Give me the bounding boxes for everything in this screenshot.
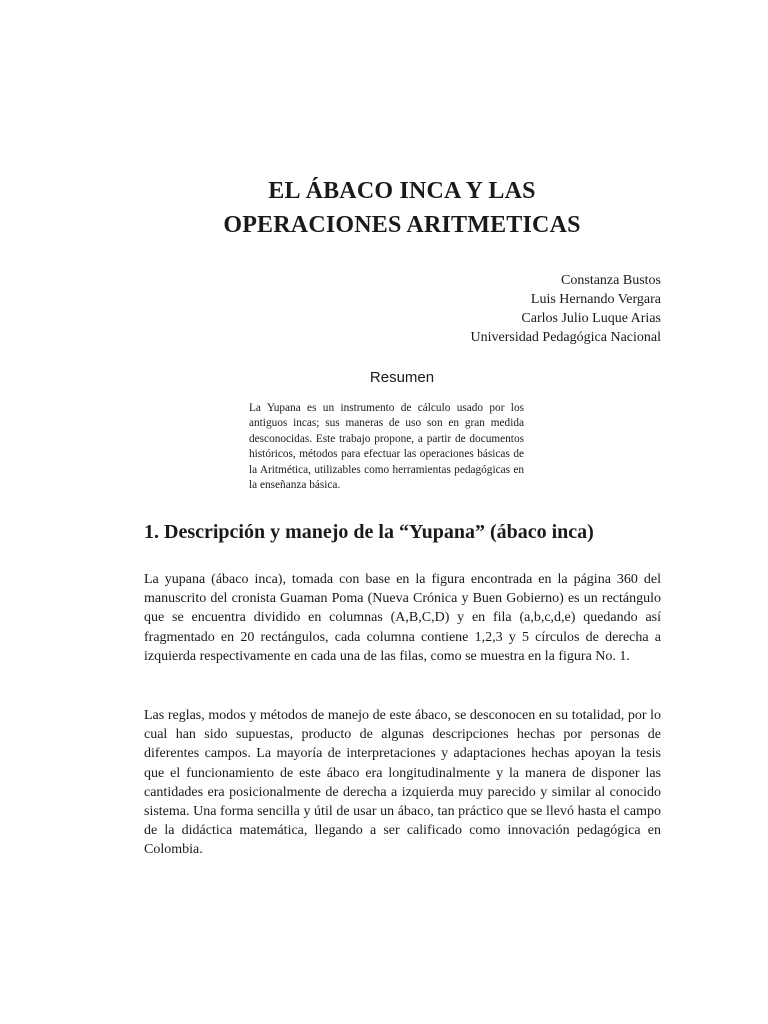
section-heading: 1. Descripción y manejo de la “Yupana” (ábaco inca) xyxy=(144,521,594,543)
title-line-1: EL ÁBACO INCA Y LAS xyxy=(268,178,536,204)
abstract-heading: Resumen xyxy=(369,369,435,386)
author-affiliation: Universidad Pedagógica Nacional xyxy=(470,330,661,345)
abstract-text: La Yupana es un instrumento de cálculo usado por los antiguos incas; sus maneras de uso son en gran medida desconocidas. Este trabajo propone, a partir de documentos históricos, métodos para efectuar las operaciones básicas de la Aritmética, utilizables como herramientas pedagógicas en la enseñanza básica. xyxy=(249,402,524,492)
author-name: Constanza Bustos xyxy=(561,273,661,288)
author-name: Luis Hernando Vergara xyxy=(530,292,661,307)
author-name: Carlos Julio Luque Arias xyxy=(521,311,661,326)
body-paragraph-2: Las reglas, modos y métodos de manejo de este ábaco, se desconocen en su totalidad, por lo cual han sido supuestas, producto de algunas descripciones hechas por personas de diferentes campos. La mayoría de interpretaciones y adaptaciones hechas apoyan la tesis que el funcionamiento de este ábaco era longitudinalmente y la manera de disponer las cantidades era posicionalmente de derecha a izquierda muy parecido y similar al conocido sistema. Una forma sencilla y útil de usar un ábaco, tan práctico que se llevó hasta el campo de la didáctica matemática, llegando a ser calificado como innovación pedagógica en Colombia. xyxy=(144,708,661,858)
author-block xyxy=(471,271,662,347)
body-paragraph-1: La yupana (ábaco inca), tomada con base en la figura encontrada en la página 360 del manuscrito del cronista Guaman Poma (Nueva Crónica y Buen Gobierno) es un rectángulo que se encuentra dividido en columnas (A,B,C,D) y en fila (a,b,c,d,e) quedando así fragmentado en 20 rectángulos, cada columna contiene 1,2,3 y 5 círculos de derecha a izquierda respectivamente en cada una de las filas, como se muestra en la figura No. 1. xyxy=(144,572,661,664)
title-line-2: OPERACIONES ARITMETICAS xyxy=(223,212,581,238)
paper-title xyxy=(0,174,768,242)
